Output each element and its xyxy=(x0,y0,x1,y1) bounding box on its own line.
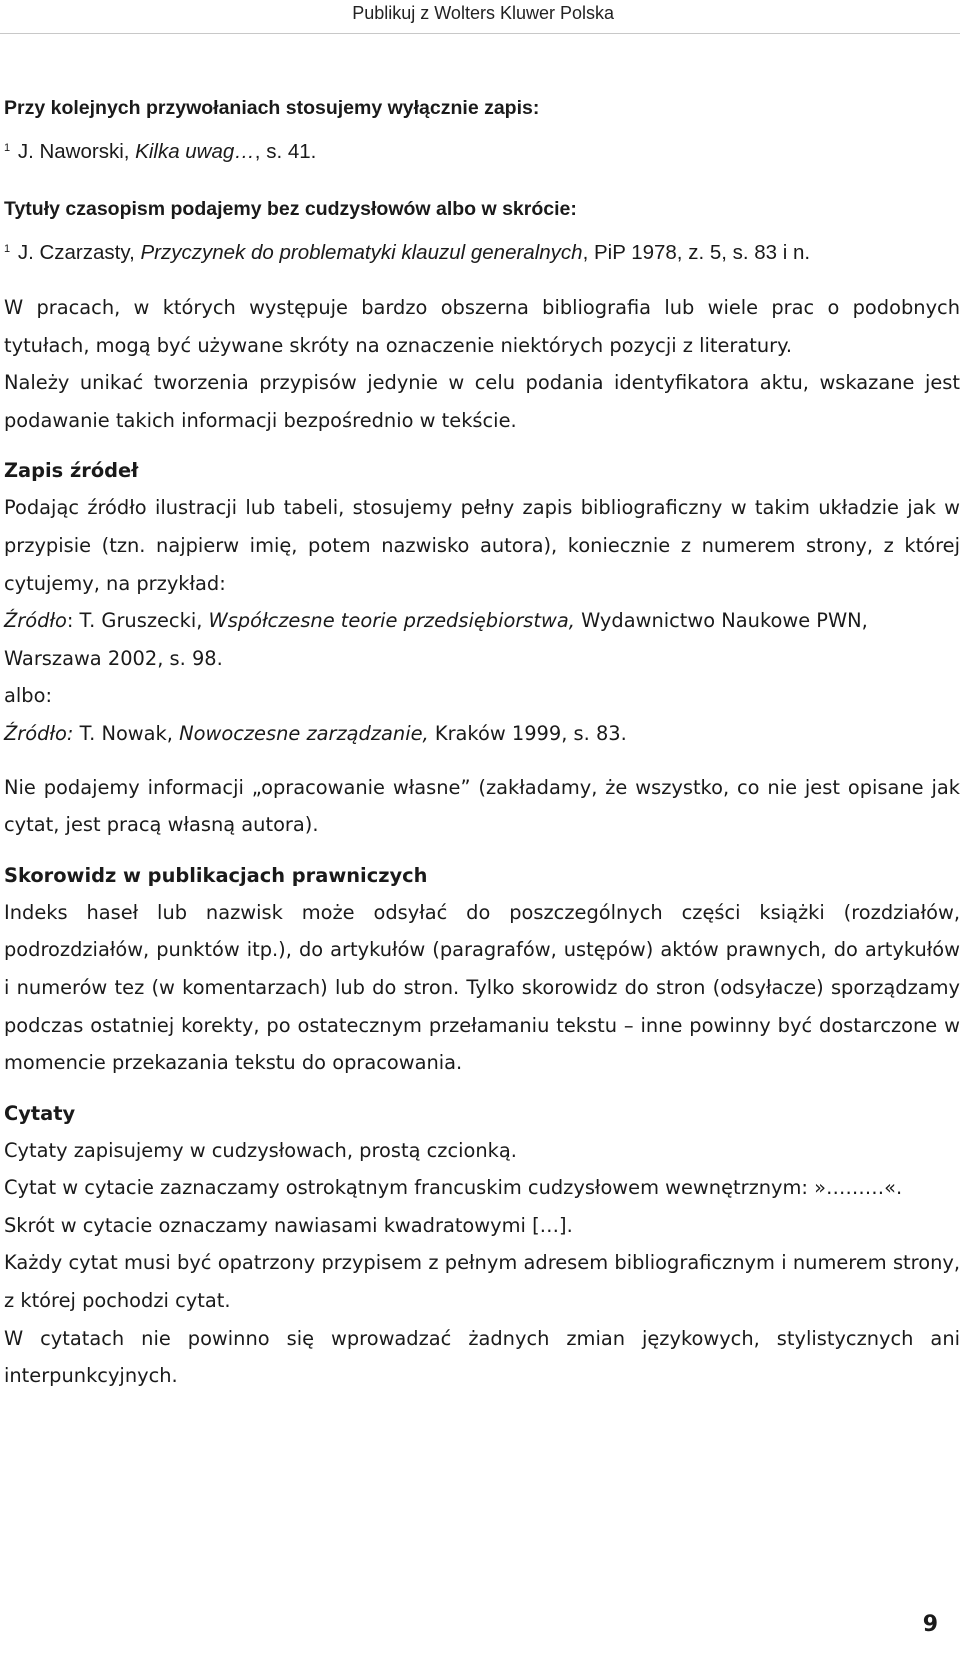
section-heading: Tytuły czasopism podajemy bez cudzysłowów albo w skrócie: xyxy=(4,198,577,220)
paragraph-abbreviations: W pracach, w których występuje bardzo obszerna bibliografia lub wiele prac o podobnych tytułach, mogą być używane skróty na oznaczenie niektórych pozycji z literatury. xyxy=(4,296,960,357)
header-divider xyxy=(0,33,960,34)
citation-example xyxy=(4,229,960,273)
section-journal-titles xyxy=(4,189,960,273)
example-text: , PiP 1978, z. 5, s. 83 i n. xyxy=(582,241,811,264)
example-text: Kraków 1999, s. 83. xyxy=(428,721,627,745)
footnote-number: 1 xyxy=(4,142,11,154)
paragraph-footnotes: Należy unikać tworzenia przypisów jedynie w celu podania identyfikatora aktu, wskazane jest podawanie takich informacji bezpośrednio w tekście. xyxy=(4,371,960,432)
citation-example xyxy=(4,128,960,172)
section-heading: Skorowidz w publikacjach prawniczych xyxy=(4,863,428,887)
source-label: Źródło: xyxy=(4,721,74,745)
source-example-1 xyxy=(4,602,960,677)
quotes-rule-4: Każdy cytat musi być opatrzony przypisem z pełnym adresem bibliograficznym i numerem strony, z której pochodzi cytat. xyxy=(4,1251,960,1313)
page-header xyxy=(0,0,960,34)
section-sources xyxy=(4,453,960,752)
paragraph-own-work: Nie podajemy informacji „opracowanie własne” (zakładamy, że wszystko, co nie jest opisane jak cytat, jest pracą własną autora). xyxy=(4,775,960,837)
paragraph-index: Indeks haseł lub nazwisk może odsyłać do poszczególnych części książki (rozdziałów, podrozdziałów, punktów itp.), do artykułów (paragrafów, ustępów) aktów prawnych, do artykułów i numerów tez (w komentarzach) lub do stron. Tylko skorowidz do stron (odsyłacze) sporządzamy podczas ostatniej korekty, po ostatecznym przełamaniu tekstu – inne powinny być dostarczone w momencie przekazania tekstu do opracowania. xyxy=(4,900,960,1075)
albo-text: albo: xyxy=(4,684,52,708)
section-quotes xyxy=(4,1096,960,1395)
page-content xyxy=(4,88,960,1395)
section-index xyxy=(4,858,960,1082)
example-text: , s. 41. xyxy=(254,140,317,163)
source-example-2 xyxy=(4,715,960,753)
section-heading: Zapis źródeł xyxy=(4,459,139,483)
section-subsequent-citations xyxy=(4,88,960,172)
example-text: T. Nowak, xyxy=(73,721,180,745)
example-text: J. Naworski, xyxy=(12,140,136,163)
example-text: J. Czarzasty, xyxy=(12,241,141,264)
quotes-rule-1: Cytaty zapisujemy w cudzysłowach, prostą czcionką. xyxy=(4,1138,517,1162)
quotes-rule-5: W cytatach nie powinno się wprowadzać żadnych zmian językowych, stylistycznych ani interpunkcyjnych. xyxy=(4,1326,960,1388)
example-title: Kilka uwag… xyxy=(135,140,255,163)
page-number: 9 xyxy=(922,1612,938,1637)
footnote-number: 1 xyxy=(4,243,11,255)
section-heading: Przy kolejnych przywołaniach stosujemy wyłącznie zapis: xyxy=(4,97,540,119)
paragraph-sources: Podając źródło ilustracji lub tabeli, stosujemy pełny zapis bibliograficzny w takim układzie jak w przypisie (tzn. najpierw imię, potem nazwisko autora), koniecznie z numerem strony, z której cytujemy, na przykład: xyxy=(4,496,960,595)
example-title: Współczesne teorie przedsiębiorstwa, xyxy=(208,609,575,633)
example-text: : T. Gruszecki, xyxy=(66,609,209,633)
example-title: Przyczynek do problematyki klauzul generalnych xyxy=(140,241,583,264)
quotes-rule-3: Skrót w cytacie oznaczamy nawiasami kwadratowymi […]. xyxy=(4,1213,573,1237)
source-label: Źródło xyxy=(4,609,67,633)
example-title: Nowoczesne zarządzanie, xyxy=(179,721,429,745)
quotes-rule-2: Cytat w cytacie zaznaczamy ostrokątnym francuskim cudzysłowem wewnętrznym: »………«. xyxy=(4,1176,903,1200)
section-heading: Cytaty xyxy=(4,1101,76,1125)
example-text: Wydawnictwo Naukowe PWN, Warszawa 2002, s. 98. xyxy=(4,609,868,670)
header-title: Publikuj z Wolters Kluwer Polska xyxy=(352,3,614,23)
